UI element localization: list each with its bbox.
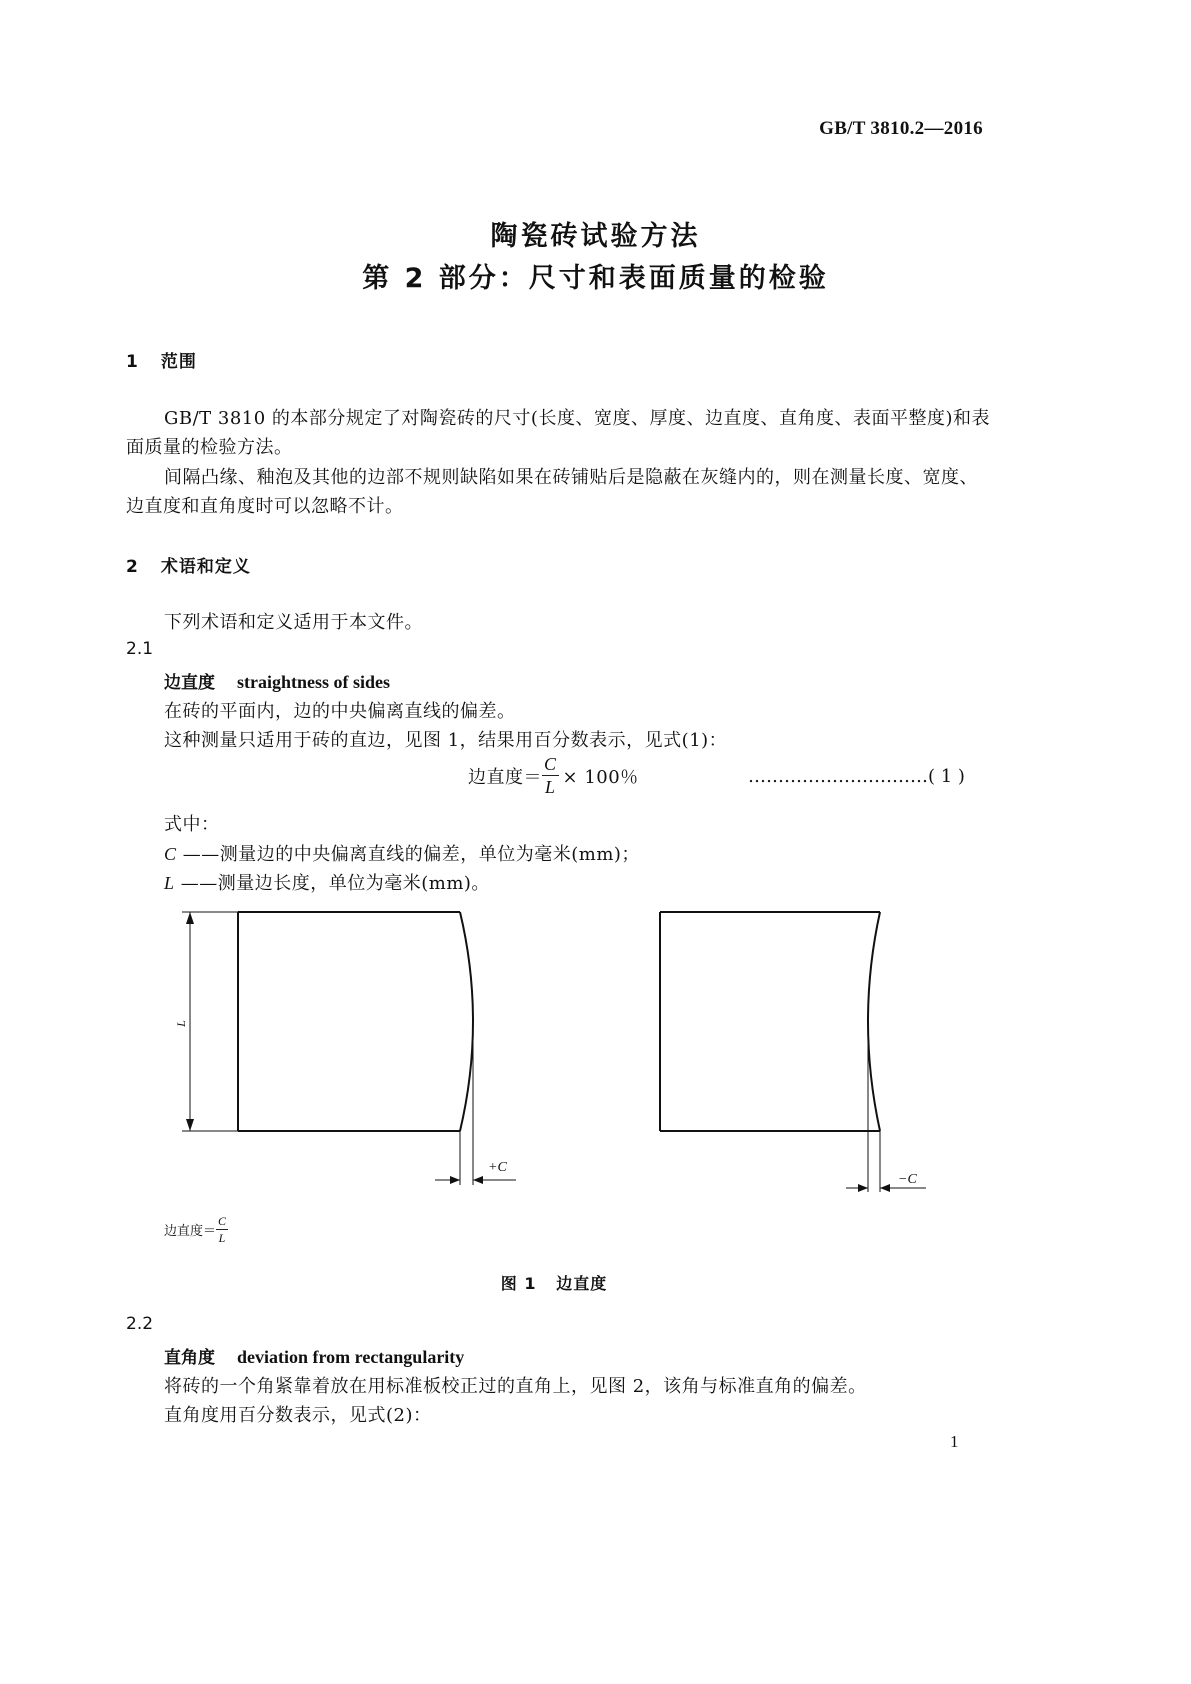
clause-number: 2.2 bbox=[126, 1314, 154, 1334]
arrow-head bbox=[186, 912, 194, 924]
term-note: 直角度用百分数表示，见式(2)： bbox=[164, 1405, 432, 1426]
figure-1-caption: 图 1 边直度 bbox=[500, 1274, 608, 1293]
arrow-head bbox=[473, 1176, 483, 1184]
terms-intro: 下列术语和定义适用于本文件。 bbox=[164, 612, 423, 633]
figure-1-formula bbox=[164, 1215, 228, 1244]
standard-code: GB/T 3810.2—2016 bbox=[819, 118, 983, 139]
dim-label-l: L bbox=[173, 1020, 188, 1027]
label-plus-c: +C bbox=[488, 1160, 507, 1175]
section-number: 1 bbox=[126, 352, 139, 372]
arrow-head bbox=[450, 1176, 460, 1184]
variable-symbol: C bbox=[164, 844, 177, 864]
term-definition: 将砖的一个角紧靠着放在用标准板校正过的直角上，见图 2，该角与标准直角的偏差。 bbox=[164, 1376, 867, 1397]
arrow-head bbox=[880, 1184, 890, 1192]
section-number: 2 bbox=[126, 557, 139, 577]
term-note: 这种测量只适用于砖的直边，见图 1，结果用百分数表示，见式(1)： bbox=[164, 730, 728, 751]
variable-symbol: L bbox=[164, 873, 175, 893]
term-en: deviation from rectangularity bbox=[237, 1347, 465, 1367]
scope-para-2-line-2: 边直度和直角度时可以忽略不计。 bbox=[126, 496, 404, 517]
formula-numerator: C bbox=[544, 754, 557, 774]
document-subtitle: 第 2 部分：尺寸和表面质量的检验 bbox=[362, 263, 829, 294]
left-tile-convex-edge bbox=[460, 912, 473, 1131]
scope-para-1-line-1: GB/T 3810 的本部分规定了对陶瓷砖的尺寸(长度、宽度、厚度、边直度、直角度、表面平整度)和表 bbox=[164, 408, 990, 429]
term-zh: 直角度 bbox=[164, 1348, 215, 1368]
page-number: 1 bbox=[950, 1432, 959, 1451]
term-zh: 边直度 bbox=[164, 673, 215, 693]
scope-para-2-line-1: 间隔凸缘、釉泡及其他的边部不规则缺陷如果在砖铺贴后是隐蔽在灰缝内的，则在测量长度、宽度、 bbox=[164, 467, 978, 488]
variable-description: ——测量边长度，单位为毫米(mm)。 bbox=[174, 873, 490, 894]
arrow-head bbox=[186, 1119, 194, 1131]
formula-denominator: L bbox=[218, 1231, 226, 1245]
formula-rhs: × 100％ bbox=[562, 766, 639, 788]
right-tile-concave-edge bbox=[868, 912, 880, 1131]
formula-lhs: 边直度＝ bbox=[468, 766, 542, 788]
term-definition: 在砖的平面内，边的中央偏离直线的偏差。 bbox=[164, 701, 516, 722]
formula-numerator: C bbox=[218, 1214, 227, 1228]
where-label: 式中： bbox=[164, 814, 220, 835]
formula-lhs: 边直度＝ bbox=[164, 1224, 217, 1239]
section-title: 术语和定义 bbox=[160, 557, 251, 577]
formula-denominator: L bbox=[545, 777, 556, 797]
scope-para-1-line-2: 面质量的检验方法。 bbox=[126, 437, 293, 458]
variable-description: ——测量边的中央偏离直线的偏差，单位为毫米(mm)； bbox=[176, 844, 640, 865]
formula-fraction bbox=[216, 1215, 228, 1244]
label-minus-c: −C bbox=[898, 1172, 917, 1187]
section-title: 范围 bbox=[160, 352, 197, 372]
arrow-head bbox=[858, 1184, 868, 1192]
term-heading bbox=[164, 1343, 464, 1368]
term-en: straightness of sides bbox=[237, 672, 391, 692]
formula-number: …………………………( 1 ) bbox=[748, 766, 965, 787]
document-title: 陶瓷砖试验方法 bbox=[490, 221, 701, 252]
clause-number: 2.1 bbox=[126, 639, 154, 659]
